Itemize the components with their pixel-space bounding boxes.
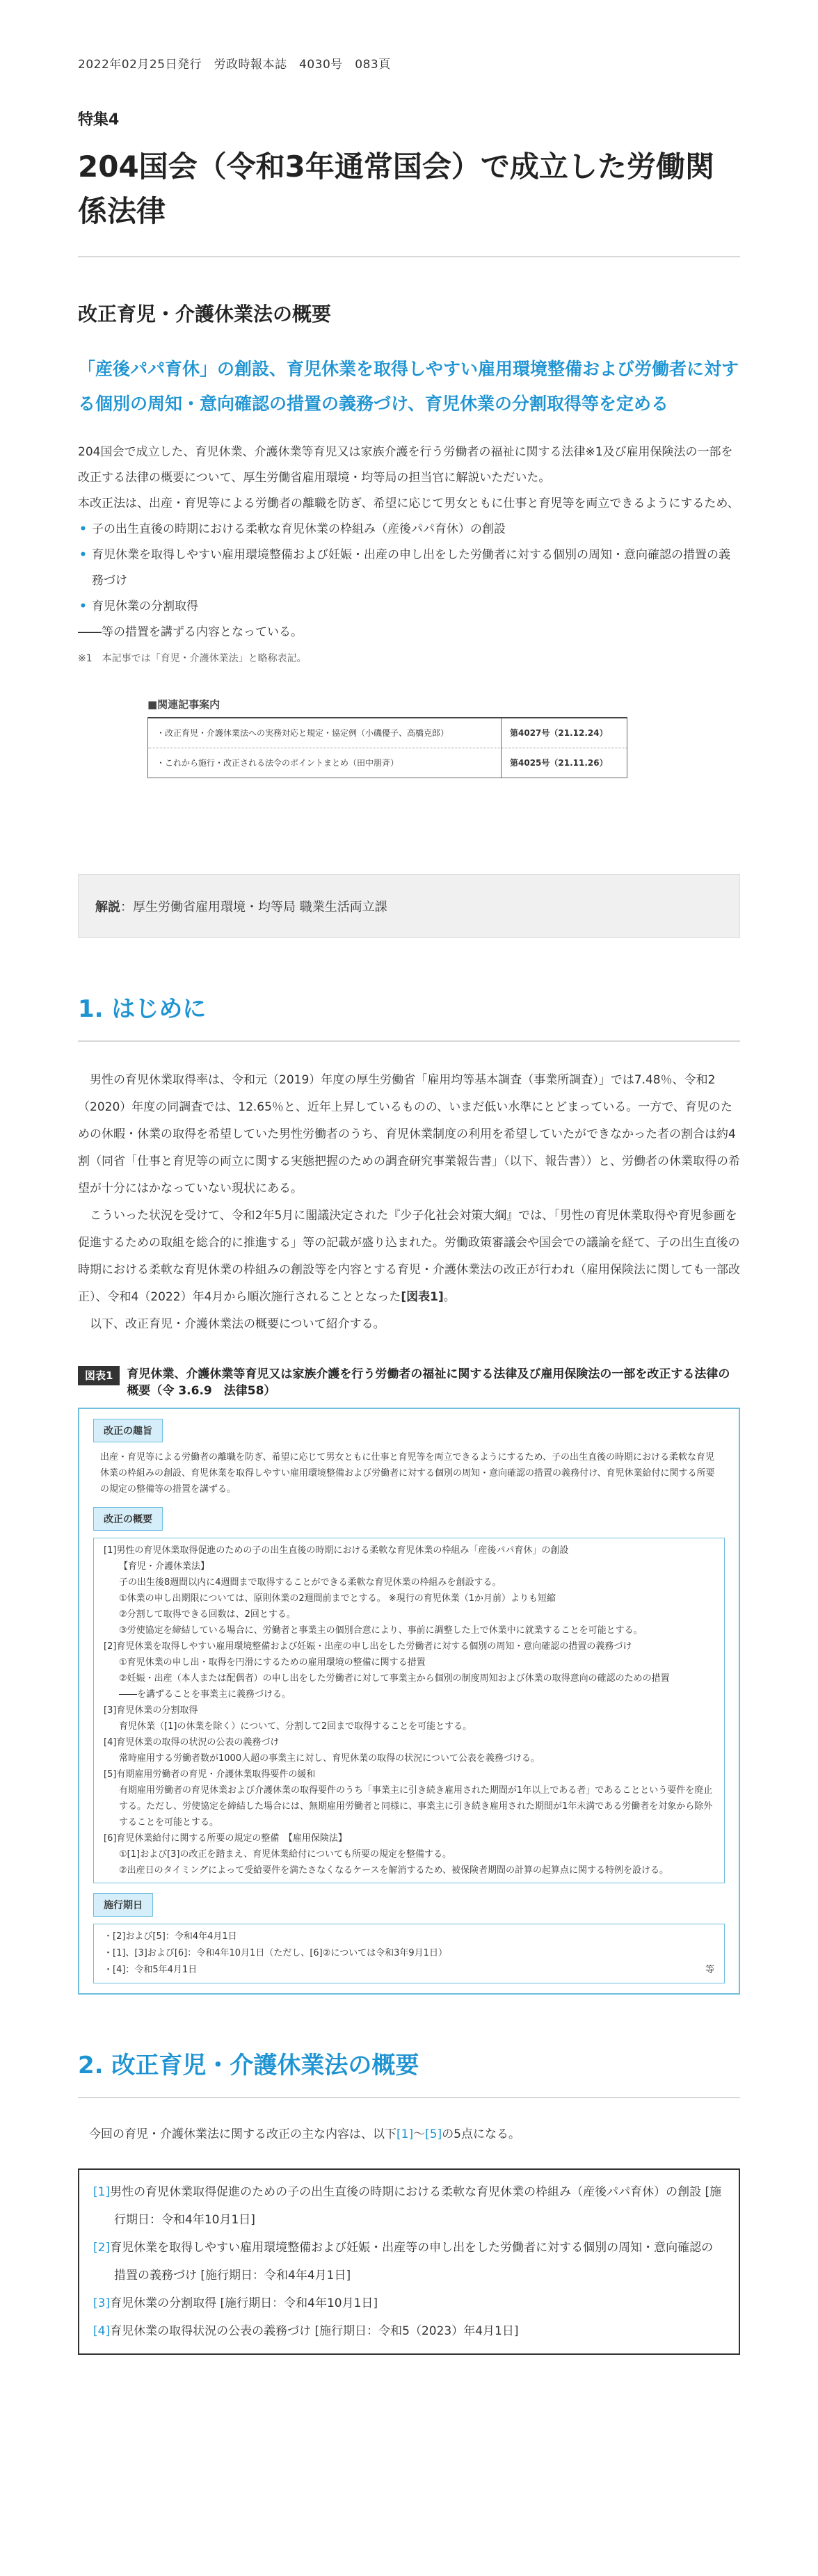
list-item: • 育児休業を取得しやすい雇用環境整備および妊娠・出産の申し出をした労働者に対する個別の周知・意向確認の措置の義務づけ [78, 542, 740, 594]
section-1-body [78, 1067, 740, 1338]
intro-paragraph-1: 204国会で成立した、育児休業、介護休業等育児又は家族介護を行う労働者の福祉に関する法律※1及び雇用保険法の一部を改正する法律の概要について、厚生労働省雇用環境・均等局の担当官に解説いただいた。 [78, 445, 733, 485]
commentary-box [78, 874, 740, 938]
section-1-heading: 1. はじめに [78, 995, 207, 1023]
intro-body [78, 440, 740, 645]
intro-paragraph-3: ――等の措置を講ずる内容となっている。 [78, 625, 303, 639]
section-1-paragraph-3: 以下、改正育児・介護休業法の概要について紹介する。 [90, 1317, 385, 1331]
related-article-link[interactable]: ・これから施行・改正される法令のポイントまとめ（田中朋斉） [148, 748, 502, 778]
figure-title: 育児休業、介護休業等育児又は家族介護を行う労働者の福祉に関する法律及び雇用保険法の一部を改正する法律の概要（令 3.6.9 法律58） [127, 1367, 730, 1398]
outline-line: [6]育児休業給付に関する所要の規定の整備 【雇用保険法】 [104, 1833, 347, 1844]
figure-label: 図表1 [78, 1366, 120, 1385]
outline-line: 育児休業（[1]の休業を除く）について、分割して2回まで取得することを可能とする。 [119, 1721, 472, 1732]
item-number-link[interactable]: [2] [93, 2241, 111, 2255]
outline-line: [5]有期雇用労働者の育児・介護休業取得要件の緩和 [104, 1769, 316, 1780]
figure-schedule-box [93, 1924, 725, 1983]
outline-line: ①育児休業の申し出・取得を円滑にするための雇用環境の整備に関する措置 [119, 1657, 426, 1668]
outline-line: 常時雇用する労働者数が1000人超の事業主に対し、育児休業の取得の状況について公表を義務づける。 [119, 1753, 540, 1764]
list-item: • 育児休業の分割取得 [78, 594, 740, 620]
outline-line: ①休業の申し出期限については、原則休業の2週間前までとする。 ※現行の育児休業（1か月前）よりも短縮 [119, 1593, 556, 1604]
outline-line: ②分割して取得できる回数は、2回とする。 [119, 1609, 296, 1620]
item-number-link[interactable]: [4] [93, 2324, 111, 2338]
list-item: • 子の出生直後の時期における柔軟な育児休業の枠組み（産後パパ育休）の創設 [78, 517, 740, 542]
bullet-icon: • [79, 522, 87, 536]
schedule-etc: 等 [705, 1965, 714, 1975]
figure-tab-purpose: 改正の趣旨 [93, 1419, 163, 1442]
intro-paragraph-2: 本改正法は、出産・育児等による労働者の離職を防ぎ、希望に応じて男女ともに仕事と育児等を両立できるようにするため、 [78, 497, 739, 510]
title-divider [78, 256, 740, 257]
section-1-divider [78, 1040, 740, 1042]
section-1-paragraph-1: 男性の育児休業取得率は、令和元（2019）年度の厚生労働省「雇用均等基本調査（事業所調査）」では7.48％、令和2（2020）年度の同調査では、12.65％と、近年上昇しているものの、いまだ低い水準にとどまっている。一方で、育児のための休暇・休業の取得を希望していた男性労働者のうち、育児休業制度の利用を希望していたができなかった者の割合は約4割（同省「仕事と育児等の両立に関する実態把握のための調査研究事業報告書」（以下、報告書））と、労働者の休業取得の希望が十分にはかなっていない現状にある。 [78, 1073, 740, 1196]
commentary-label: 解説 [95, 900, 120, 915]
amendment-list-box [78, 2168, 740, 2355]
related-articles-heading: ■関連記事案内 [147, 697, 627, 718]
item-reference-link[interactable]: [5] [425, 2127, 442, 2141]
related-articles [147, 697, 627, 778]
figure-tab-outline: 改正の概要 [93, 1507, 163, 1531]
list-item: [3]育児休業の分割取得 [施行期日：令和4年10月1日] [93, 2296, 378, 2310]
section-2-divider [78, 2097, 740, 2098]
outline-line: ――を講ずることを事業主に義務づける。 [119, 1689, 291, 1700]
lead-text: 「産後パパ育休」の創設、育児休業を取得しやすい雇用環境整備および労働者に対する個別の周知・意向確認の措置の義務づけ、育児休業の分割取得等を定める [78, 359, 739, 414]
related-articles-table [147, 718, 627, 778]
outline-line: ③労使協定を締結している場合に、労働者と事業主の個別合意により、事前に調整した上で休業中に就業することを可能とする。 [119, 1625, 643, 1636]
outline-line: 【育児・介護休業法】 [119, 1561, 210, 1572]
figure-header [78, 1366, 740, 1399]
bullet-icon: • [79, 599, 87, 613]
schedule-item: ・[2]および[5]：令和4年4月1日 [104, 1931, 237, 1942]
page-title: 204国会（令和3年通常国会）で成立した労働関係法律 [78, 150, 714, 228]
commentary-author: ：厚生労働省雇用環境・均等局 職業生活両立課 [120, 900, 387, 915]
section-2-heading: 2. 改正育児・介護休業法の概要 [78, 2052, 419, 2079]
figure-frame [78, 1408, 740, 1995]
item-reference-link[interactable]: [1] [396, 2127, 414, 2141]
item-number-link[interactable]: [3] [93, 2296, 111, 2310]
related-article-link[interactable]: ・改正育児・介護休業法への実務対応と規定・協定例（小磯優子、高橋克郎） [148, 718, 502, 748]
intro-bullet-list [78, 517, 740, 620]
figure-1 [78, 1366, 740, 1995]
section-1-paragraph-2: こういった状況を受けて、令和2年5月に閣議決定された『少子化社会対策大綱』では、「男性の育児休業取得や育児参画を促進するための取組を総合的に推進する」等の記載が盛り込まれた。労働政策審議会や国会での議論を経て、子の出生直後の時期における柔軟な育児休業の枠組みの創設等を内容とする育児・介護休業法の改正が行われ（雇用保険法に関しても一部改正）、令和4（2022）年4月から順次施行されることとなった[図表1]。 [78, 1209, 740, 1304]
related-article-issue: 第4027号（21.12.24） [510, 728, 608, 738]
figure-purpose-text: 出産・育児等による労働者の離職を防ぎ、希望に応じて男女ともに仕事と育児等を両立できるようにするため、子の出生直後の時期における柔軟な育児休業の枠組みの創設、育児休業を取得しやすい雇用環境整備および労働者に対する個別の周知・意向確認の措置の義務付け、育児休業給付に関する所要の規定の整備等の措置を講ずる。 [100, 1452, 715, 1495]
footnote: ※1 本記事では「育児・介護休業法」と略称表記。 [78, 653, 307, 664]
list-item: [1]男性の育児休業取得促進のための子の出生直後の時期における柔軟な育児休業の枠組み（産後パパ育休）の創設 [施行期日：令和4年10月1日] [93, 2185, 722, 2227]
outline-line: [2]育児休業を取得しやすい雇用環境整備および妊娠・出産の申し出をした労働者に対する個別の周知・意向確認の措置の義務づけ [104, 1641, 632, 1652]
figure-outline-box [93, 1538, 725, 1883]
summary-title: 改正育児・介護休業法の概要 [78, 303, 332, 325]
publication-meta: 2022年02月25日発行 労政時報本誌 4030号 083頁 [78, 58, 391, 72]
outline-line: 有期雇用労働者の育児休業および介護休業の取得要件のうち「事業主に引き続き雇用された期間が1年以上である者」であることという要件を廃止する。ただし、労使協定を締結した場合には、無期雇用労働者と同様に、事業主に引き続き雇用された期間が1年未満である労働者を対象から除外することを可能とする。 [119, 1785, 713, 1828]
figure-tab-schedule: 施行期日 [93, 1893, 153, 1917]
outline-line: ②出産日のタイミングによって受給要件を満たさなくなるケースを解消するため、被保険者期間の計算の起算点に関する特例を設ける。 [119, 1865, 668, 1876]
outline-line: 子の出生後8週間以内に4週間まで取得することができる柔軟な育児休業の枠組みを創設する。 [119, 1577, 502, 1588]
bullet-icon: • [79, 548, 87, 562]
list-item: [4]育児休業の取得状況の公表の義務づけ [施行期日：令和5（2023）年4月1日] [93, 2324, 519, 2338]
outline-line: [4]育児休業の取得の状況の公表の義務づけ [104, 1737, 280, 1748]
section-2-intro: 今回の育児・介護休業法に関する改正の主な内容は、以下[1]～[5]の5点になる。 [89, 2127, 521, 2141]
schedule-item: ・[1]、[3]および[6]：令和4年10月1日（ただし、[6]②については令和3年9月1日） [104, 1948, 447, 1958]
list-item: [2]育児休業を取得しやすい雇用環境整備および妊娠・出産等の申し出をした労働者に対する個別の周知・意向確認の措置の義務づけ [施行期日：令和4年4月1日] [93, 2241, 714, 2283]
feature-kicker: 特集4 [78, 111, 120, 129]
outline-line: ①[1]および[3]の改正を踏まえ、育児休業給付についても所要の規定を整備する。 [119, 1849, 452, 1860]
related-article-issue: 第4025号（21.11.26） [502, 748, 627, 778]
outline-line: [1]男性の育児休業取得促進のための子の出生直後の時期における柔軟な育児休業の枠組み「産後パパ育休」の創設 [104, 1545, 569, 1556]
item-number-link[interactable]: [1] [93, 2185, 111, 2199]
outline-line: [3]育児休業の分割取得 [104, 1705, 198, 1716]
figure-reference-link[interactable]: [図表1] [401, 1290, 444, 1304]
schedule-item: ・[4]：令和5年4月1日 [104, 1965, 198, 1975]
outline-line: ②妊娠・出産（本人または配偶者）の申し出をした労働者に対して事業主から個別の制度周知および休業の取得意向の確認のための措置 [119, 1673, 670, 1684]
